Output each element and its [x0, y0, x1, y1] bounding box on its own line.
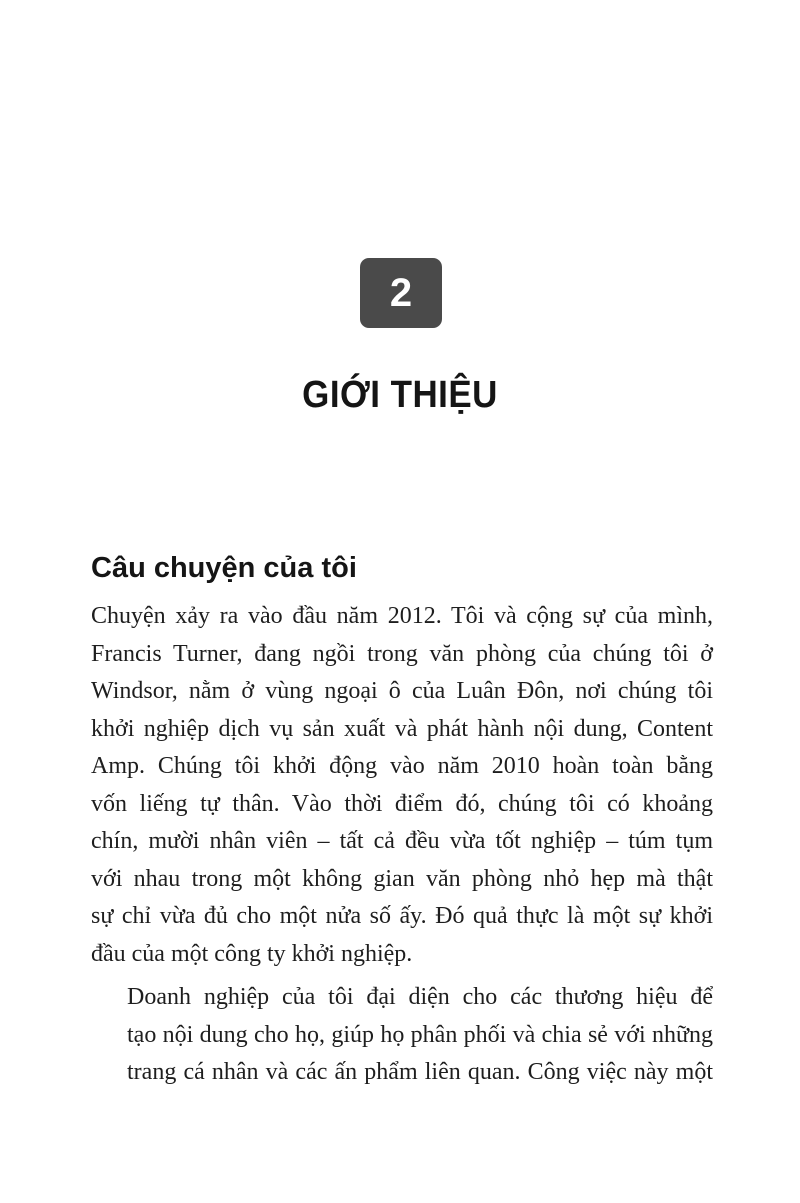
- text-line: trang cá nhân và các ấn phẩm liên quan. Công việc này một: [127, 1059, 713, 1085]
- text-line: Francis Turner, đang ngồi trong văn phòng của chúng tôi ở: [91, 640, 713, 667]
- paragraph-2: [91, 979, 713, 1092]
- text-line: sự chỉ vừa đủ cho một nửa số ấy. Đó quả thực là một sự khởi: [91, 903, 713, 929]
- text-line: tạo nội dung cho họ, giúp họ phân phối và chia sẻ với những: [127, 1021, 713, 1048]
- text-line: Chuyện xảy ra vào đầu năm 2012. Tôi và cộng sự của mình,: [91, 603, 713, 629]
- text-line: khởi nghiệp dịch vụ sản xuất và phát hành nội dung, Content: [91, 715, 713, 742]
- text-line: với nhau trong một không gian văn phòng nhỏ hẹp mà thật: [91, 865, 713, 892]
- text-line: vốn liếng tự thân. Vào thời điểm đó, chúng tôi có khoảng: [91, 790, 713, 817]
- body-text: [91, 598, 713, 1092]
- text-line: Doanh nghiệp của tôi đại diện cho các thương hiệu để: [127, 984, 713, 1010]
- chapter-title: GIỚI THIỆU: [302, 374, 498, 416]
- text-line: Windsor, nằm ở vùng ngoại ô của Luân Đôn, nơi chúng tôi: [91, 678, 713, 704]
- chapter-badge: [360, 258, 442, 328]
- paragraph-1: [91, 598, 713, 973]
- text-line: đầu của một công ty khởi nghiệp.: [91, 940, 413, 967]
- chapter-number: 2: [389, 271, 413, 315]
- section-heading: Câu chuyện của tôi: [91, 552, 357, 584]
- text-line: chín, mười nhân viên – tất cả đều vừa tốt nghiệp – túm tụm: [91, 828, 713, 854]
- text-line: Amp. Chúng tôi khởi động vào năm 2010 hoàn toàn bằng: [91, 753, 713, 779]
